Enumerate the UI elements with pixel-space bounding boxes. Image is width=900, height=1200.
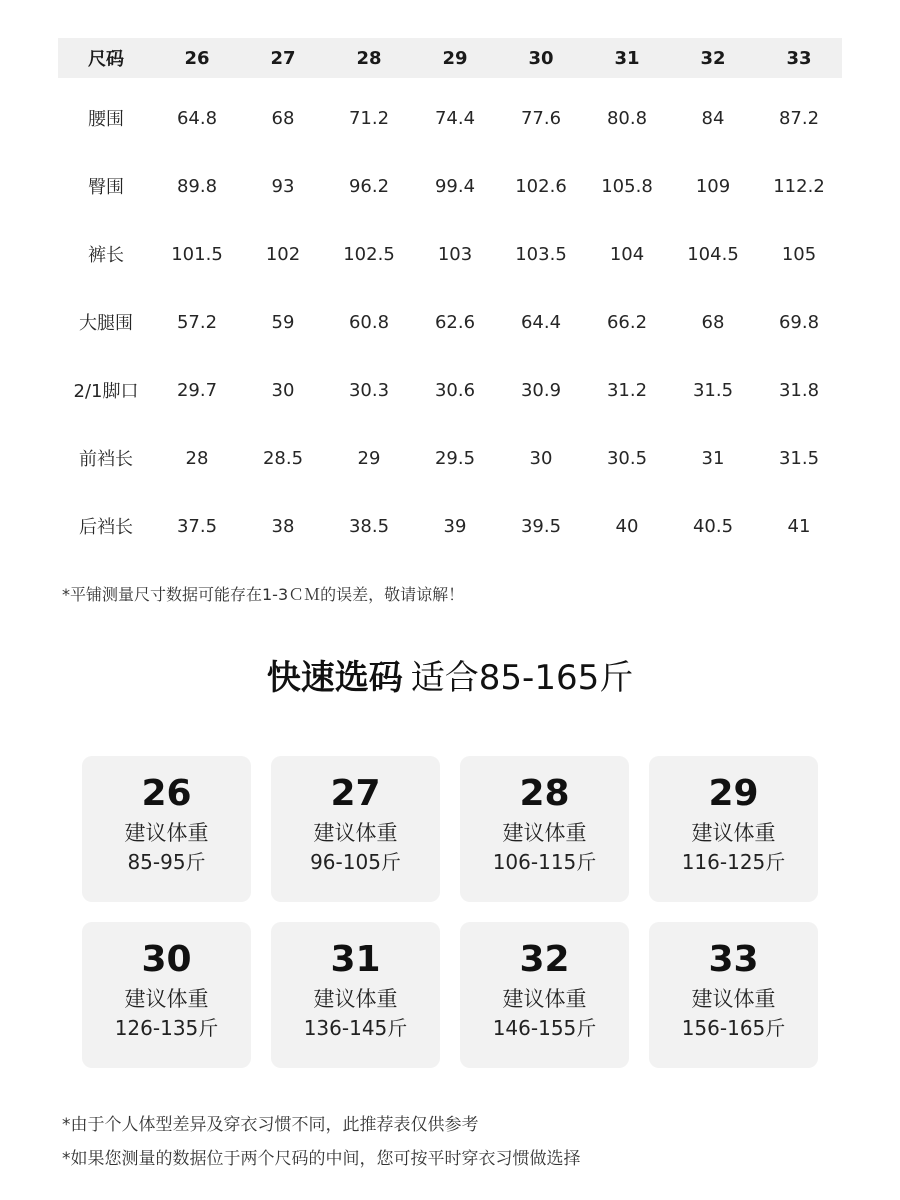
card-weight-label: 建议体重 <box>124 987 209 1011</box>
row-label: 2/1脚口 <box>73 381 139 402</box>
table-cell: 38.5 <box>348 515 390 537</box>
table-cell: 29.5 <box>434 447 476 469</box>
card-weight-label: 建议体重 <box>502 987 587 1011</box>
table-cell: 69.8 <box>778 311 820 333</box>
table-row <box>58 288 842 356</box>
table-cell: 62.6 <box>434 311 476 333</box>
card-weight-range: 116-125斤 <box>681 850 786 874</box>
size-header-cell: 29 <box>442 47 468 69</box>
card-weight-range: 136-145斤 <box>303 1016 408 1040</box>
quick-select-title: 快速选码 <box>266 658 403 698</box>
card-size: 31 <box>330 939 381 980</box>
table-cell: 104 <box>609 243 645 265</box>
table-cell: 38 <box>271 515 295 537</box>
table-row <box>58 492 842 560</box>
table-cell: 105 <box>781 243 817 265</box>
row-label: 大腿围 <box>79 313 133 334</box>
table-cell: 40 <box>615 515 639 537</box>
size-header-cell: 28 <box>356 47 382 69</box>
card-size: 30 <box>141 939 192 980</box>
card-weight-range: 146-155斤 <box>492 1016 597 1040</box>
size-header-cell: 26 <box>184 47 210 69</box>
size-chart-table <box>58 38 842 560</box>
table-cell: 102.5 <box>343 243 395 265</box>
size-header-cell: 30 <box>528 47 554 69</box>
measurement-note: *平铺测量尺寸数据可能存在1-3ＣＭ的误差，敬请谅解！ <box>62 585 465 604</box>
table-cell: 31.8 <box>778 379 820 401</box>
card-weight-label: 建议体重 <box>691 987 776 1011</box>
row-label: 臀围 <box>88 177 124 198</box>
table-cell: 103 <box>437 243 473 265</box>
quick-select-heading <box>0 650 900 699</box>
table-cell: 80.8 <box>606 107 648 129</box>
table-cell: 30.5 <box>606 447 648 469</box>
table-cell: 103.5 <box>515 243 567 265</box>
card-size: 29 <box>708 773 759 814</box>
size-header-cell: 32 <box>700 47 726 69</box>
row-label: 腰围 <box>88 109 124 130</box>
table-cell: 59 <box>271 311 295 333</box>
size-header-cell: 27 <box>270 47 296 69</box>
table-cell: 40.5 <box>692 515 734 537</box>
table-cell: 30 <box>529 447 553 469</box>
card-weight-label: 建议体重 <box>124 821 209 845</box>
table-cell: 74.4 <box>434 107 476 129</box>
size-header-cell: 31 <box>614 47 640 69</box>
table-row <box>58 220 842 288</box>
card-weight-range: 126-135斤 <box>114 1016 219 1040</box>
table-cell: 68 <box>701 311 725 333</box>
size-card[interactable] <box>649 922 818 1068</box>
quick-select-subtitle: 适合85-165斤 <box>410 658 634 698</box>
table-row <box>58 356 842 424</box>
table-cell: 30.3 <box>348 379 390 401</box>
card-size: 27 <box>330 773 381 814</box>
table-cell: 28 <box>185 447 209 469</box>
table-cell: 30.6 <box>434 379 476 401</box>
size-card[interactable] <box>649 756 818 902</box>
size-card[interactable] <box>271 756 440 902</box>
card-size: 28 <box>519 773 570 814</box>
table-cell: 109 <box>695 175 731 197</box>
table-cell: 30 <box>271 379 295 401</box>
table-cell: 84 <box>701 107 725 129</box>
card-weight-label: 建议体重 <box>691 821 776 845</box>
card-size: 32 <box>519 939 570 980</box>
table-cell: 60.8 <box>348 311 390 333</box>
size-card[interactable] <box>460 756 629 902</box>
card-weight-range: 156-165斤 <box>681 1016 786 1040</box>
table-cell: 96.2 <box>348 175 390 197</box>
table-cell: 39 <box>443 515 467 537</box>
size-header-label: 尺码 <box>88 49 124 70</box>
table-cell: 105.8 <box>601 175 653 197</box>
table-row <box>58 424 842 492</box>
card-weight-range: 96-105斤 <box>310 850 401 874</box>
table-cell: 68 <box>271 107 295 129</box>
size-card[interactable] <box>82 756 251 902</box>
table-row <box>58 152 842 220</box>
size-header-cell: 33 <box>786 47 812 69</box>
table-cell: 64.4 <box>520 311 562 333</box>
card-size: 26 <box>141 773 192 814</box>
table-cell: 101.5 <box>171 243 223 265</box>
table-cell: 29 <box>357 447 381 469</box>
table-cell: 77.6 <box>520 107 562 129</box>
table-cell: 99.4 <box>434 175 476 197</box>
table-cell: 93 <box>271 175 295 197</box>
table-cell: 71.2 <box>348 107 390 129</box>
table-cell: 57.2 <box>176 311 218 333</box>
size-card-grid <box>82 756 818 1068</box>
card-weight-label: 建议体重 <box>502 821 587 845</box>
table-cell: 31 <box>701 447 725 469</box>
fit-disclaimer-note: *由于个人体型差异及穿衣习惯不同，此推荐表仅供参考 <box>62 1115 479 1135</box>
row-label: 后裆长 <box>79 517 133 538</box>
row-label: 前裆长 <box>79 449 133 470</box>
table-cell: 30.9 <box>520 379 562 401</box>
card-weight-label: 建议体重 <box>313 821 398 845</box>
table-row <box>58 78 842 152</box>
table-cell: 28.5 <box>262 447 304 469</box>
size-card[interactable] <box>82 922 251 1068</box>
table-cell: 39.5 <box>520 515 562 537</box>
row-label: 裤长 <box>88 245 124 266</box>
table-cell: 66.2 <box>606 311 648 333</box>
card-weight-label: 建议体重 <box>313 987 398 1011</box>
size-card[interactable] <box>271 922 440 1068</box>
table-cell: 31.5 <box>778 447 820 469</box>
table-cell: 87.2 <box>778 107 820 129</box>
table-cell: 102.6 <box>515 175 567 197</box>
table-cell: 31.5 <box>692 379 734 401</box>
size-header-row <box>58 38 842 78</box>
size-card[interactable] <box>460 922 629 1068</box>
table-cell: 89.8 <box>176 175 218 197</box>
table-cell: 104.5 <box>687 243 739 265</box>
table-cell: 64.8 <box>176 107 218 129</box>
table-cell: 31.2 <box>606 379 648 401</box>
card-weight-range: 85-95斤 <box>127 850 206 874</box>
between-sizes-note: *如果您测量的数据位于两个尺码的中间，您可按平时穿衣习惯做选择 <box>62 1149 581 1169</box>
table-cell: 37.5 <box>176 515 218 537</box>
table-cell: 102 <box>265 243 301 265</box>
table-cell: 112.2 <box>773 175 825 197</box>
table-cell: 41 <box>787 515 811 537</box>
table-cell: 29.7 <box>176 379 218 401</box>
card-size: 33 <box>708 939 759 980</box>
card-weight-range: 106-115斤 <box>492 850 597 874</box>
